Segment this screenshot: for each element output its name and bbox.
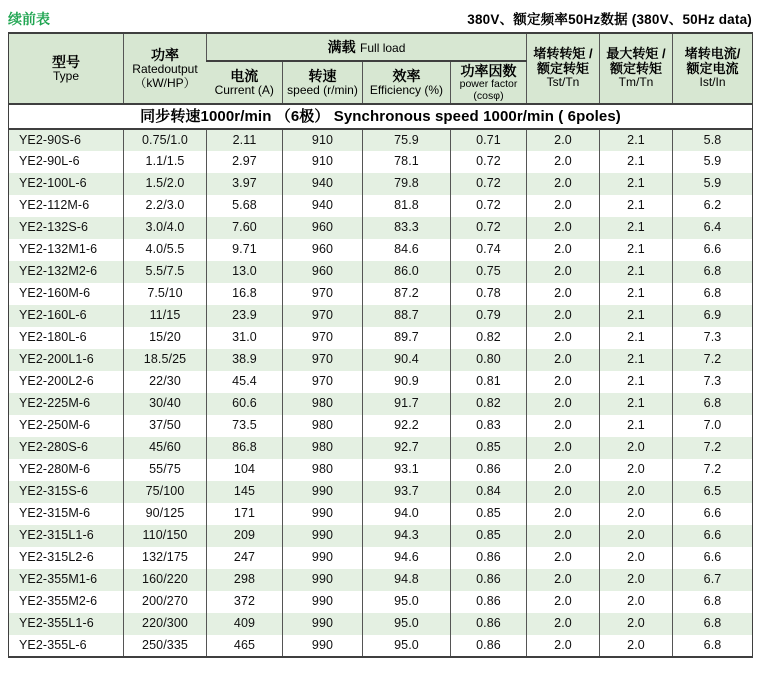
col-header-tm-zh1: 最大转矩 / — [606, 46, 666, 62]
cell-type: YE2-90S-6 — [19, 132, 82, 147]
cell-current: 16.8 — [207, 283, 283, 305]
cell-power-factor: 0.85 — [451, 437, 527, 459]
cell-efficiency: 78.1 — [363, 151, 451, 173]
cell-tst-tn: 2.0 — [527, 569, 600, 591]
cell-ist-in: 7.3 — [673, 371, 753, 393]
cell-power-factor: 0.80 — [451, 349, 527, 371]
table-row — [9, 481, 753, 503]
cell-type: YE2-132M1-6 — [19, 242, 98, 257]
cell-speed: 980 — [283, 415, 363, 437]
table-row — [9, 195, 753, 217]
col-header-power-factor-zh: 功率因数 — [460, 63, 517, 80]
col-header-power-factor — [451, 61, 527, 103]
cell-current: 372 — [207, 591, 283, 613]
cell-power: 220/300 — [124, 613, 207, 635]
cell-type: YE2-280S-6 — [19, 440, 89, 455]
table-row — [9, 261, 753, 283]
cell-tm-tn: 2.1 — [600, 327, 673, 349]
cell-type: YE2-180L-6 — [19, 330, 87, 345]
cell-type: YE2-315S-6 — [19, 484, 89, 499]
cell-current: 60.6 — [207, 393, 283, 415]
cell-efficiency: 84.6 — [363, 239, 451, 261]
cell-power-factor: 0.82 — [451, 327, 527, 349]
col-header-tm-zh2: 额定转矩 — [609, 60, 662, 76]
cell-speed: 970 — [283, 305, 363, 327]
cell-tm-tn: 2.1 — [600, 173, 673, 195]
col-header-tst-zh2: 额定转矩 — [536, 60, 589, 76]
cell-power: 4.0/5.5 — [124, 239, 207, 261]
cell-current: 209 — [207, 525, 283, 547]
table-row — [9, 283, 753, 305]
table-row — [9, 525, 753, 547]
cell-ist-in: 5.9 — [673, 173, 753, 195]
table-row — [9, 129, 753, 151]
cell-power: 200/270 — [124, 591, 207, 613]
cell-power-factor: 0.82 — [451, 393, 527, 415]
cell-power-factor: 0.85 — [451, 525, 527, 547]
table-row — [9, 591, 753, 613]
cell-ist-in: 6.6 — [673, 525, 753, 547]
cell-speed: 990 — [283, 635, 363, 657]
cell-current: 86.8 — [207, 437, 283, 459]
cell-efficiency: 90.4 — [363, 349, 451, 371]
col-header-efficiency-en: Efficiency (%) — [369, 82, 444, 97]
table-row — [9, 503, 753, 525]
cell-current: 104 — [207, 459, 283, 481]
cell-ist-in: 6.4 — [673, 217, 753, 239]
cell-tst-tn: 2.0 — [527, 283, 600, 305]
cell-efficiency: 95.0 — [363, 635, 451, 657]
cell-power-factor: 0.72 — [451, 173, 527, 195]
cell-tst-tn: 2.0 — [527, 129, 600, 151]
cell-tst-tn: 2.0 — [527, 525, 600, 547]
cell-tm-tn: 2.0 — [600, 503, 673, 525]
table-row — [9, 393, 753, 415]
cell-tst-tn: 2.0 — [527, 481, 600, 503]
cell-tm-tn: 2.1 — [600, 371, 673, 393]
cell-tst-tn: 2.0 — [527, 195, 600, 217]
cell-tm-tn: 2.1 — [600, 261, 673, 283]
col-header-power — [124, 33, 207, 103]
cell-power-factor: 0.72 — [451, 151, 527, 173]
cell-ist-in: 6.8 — [673, 591, 753, 613]
cell-ist-in: 6.6 — [673, 547, 753, 569]
cell-power-factor: 0.86 — [451, 547, 527, 569]
cell-tst-tn: 2.0 — [527, 305, 600, 327]
cell-ist-in: 7.2 — [673, 437, 753, 459]
cell-tm-tn: 2.0 — [600, 547, 673, 569]
cell-type: YE2-200L1-6 — [19, 352, 94, 367]
cell-power: 11/15 — [124, 305, 207, 327]
cell-type: YE2-112M-6 — [19, 198, 90, 213]
cell-power: 18.5/25 — [124, 349, 207, 371]
cell-tst-tn: 2.0 — [527, 613, 600, 635]
cell-speed: 970 — [283, 283, 363, 305]
cell-type: YE2-225M-6 — [19, 396, 91, 411]
col-header-tst-tn — [527, 33, 600, 103]
cell-type: YE2-160L-6 — [19, 308, 87, 323]
cell-speed: 940 — [283, 195, 363, 217]
synchronous-speed-group-header: 同步转速1000r/min （6极） Synchronous speed 1000r/min ( 6poles) — [9, 104, 753, 129]
cell-power: 250/335 — [124, 635, 207, 657]
cell-type: YE2-355L1-6 — [19, 616, 94, 631]
table-body — [9, 104, 753, 657]
cell-power-factor: 0.86 — [451, 635, 527, 657]
cell-type: YE2-200L2-6 — [19, 374, 94, 389]
cell-ist-in: 6.2 — [673, 195, 753, 217]
cell-ist-in: 6.6 — [673, 503, 753, 525]
table-row — [9, 613, 753, 635]
table-row — [9, 635, 753, 657]
table-row — [9, 459, 753, 481]
col-header-full-load-en: Full load — [360, 41, 406, 56]
cell-efficiency: 81.8 — [363, 195, 451, 217]
cell-speed: 910 — [283, 151, 363, 173]
col-header-ist-zh1: 堵转电流/ — [684, 46, 741, 62]
cell-power: 45/60 — [124, 437, 207, 459]
cell-power: 22/30 — [124, 371, 207, 393]
cell-speed: 960 — [283, 261, 363, 283]
cell-tst-tn: 2.0 — [527, 151, 600, 173]
col-header-full-load-zh: 满载 — [327, 39, 356, 56]
col-header-ist-en: Ist/In — [699, 74, 726, 89]
cell-tst-tn: 2.0 — [527, 635, 600, 657]
cell-efficiency: 93.1 — [363, 459, 451, 481]
cell-tst-tn: 2.0 — [527, 371, 600, 393]
page-title: 380V、额定频率50Hz数据 (380V、50Hz data) — [467, 11, 752, 27]
cell-power: 160/220 — [124, 569, 207, 591]
cell-power-factor: 0.71 — [451, 129, 527, 151]
cell-power: 3.0/4.0 — [124, 217, 207, 239]
cell-type: YE2-280M-6 — [19, 462, 91, 477]
cell-current: 465 — [207, 635, 283, 657]
cell-ist-in: 6.9 — [673, 305, 753, 327]
col-header-tst-zh1: 堵转转矩 / — [533, 46, 593, 62]
cell-power: 132/175 — [124, 547, 207, 569]
cell-power: 0.75/1.0 — [124, 129, 207, 151]
cell-speed: 990 — [283, 547, 363, 569]
cell-power-factor: 0.79 — [451, 305, 527, 327]
cell-tst-tn: 2.0 — [527, 261, 600, 283]
cell-tm-tn: 2.0 — [600, 437, 673, 459]
cell-efficiency: 75.9 — [363, 129, 451, 151]
cell-tst-tn: 2.0 — [527, 503, 600, 525]
cell-tm-tn: 2.1 — [600, 415, 673, 437]
cell-efficiency: 95.0 — [363, 613, 451, 635]
cell-type: YE2-315L1-6 — [19, 528, 94, 543]
cell-efficiency: 91.7 — [363, 393, 451, 415]
cell-speed: 910 — [283, 129, 363, 151]
col-header-ist-zh2: 额定电流 — [686, 60, 739, 76]
cell-ist-in: 6.8 — [673, 635, 753, 657]
cell-power-factor: 0.72 — [451, 217, 527, 239]
col-header-power-factor-unit: (cosφ) — [473, 89, 504, 102]
cell-speed: 980 — [283, 437, 363, 459]
cell-power-factor: 0.75 — [451, 261, 527, 283]
col-header-tst-en: Tst/Tn — [546, 74, 580, 89]
col-header-ist-in — [673, 33, 753, 103]
col-header-power-zh: 功率 — [151, 46, 179, 63]
cell-power: 55/75 — [124, 459, 207, 481]
cell-power-factor: 0.84 — [451, 481, 527, 503]
col-header-tm-en: Tm/Tn — [618, 74, 654, 89]
cell-type: YE2-315L2-6 — [19, 550, 94, 565]
cell-power-factor: 0.86 — [451, 459, 527, 481]
cell-power-factor: 0.85 — [451, 503, 527, 525]
cell-efficiency: 94.8 — [363, 569, 451, 591]
cell-type: YE2-132M2-6 — [19, 264, 98, 279]
cell-power-factor: 0.86 — [451, 591, 527, 613]
cell-efficiency: 95.0 — [363, 591, 451, 613]
cell-power: 37/50 — [124, 415, 207, 437]
cell-tm-tn: 2.1 — [600, 195, 673, 217]
cell-speed: 940 — [283, 173, 363, 195]
cell-efficiency: 94.6 — [363, 547, 451, 569]
cell-efficiency: 94.0 — [363, 503, 451, 525]
cell-tst-tn: 2.0 — [527, 217, 600, 239]
cell-ist-in: 7.0 — [673, 415, 753, 437]
cell-tm-tn: 2.1 — [600, 305, 673, 327]
table-row — [9, 415, 753, 437]
table-row — [9, 569, 753, 591]
cell-current: 7.60 — [207, 217, 283, 239]
cell-speed: 960 — [283, 217, 363, 239]
table-row — [9, 239, 753, 261]
cell-tm-tn: 2.0 — [600, 591, 673, 613]
cell-current: 247 — [207, 547, 283, 569]
cell-power: 75/100 — [124, 481, 207, 503]
cell-current: 298 — [207, 569, 283, 591]
cell-type: YE2-315M-6 — [19, 506, 91, 521]
cell-ist-in: 6.8 — [673, 283, 753, 305]
col-header-tm-tn — [600, 33, 673, 103]
cell-power: 5.5/7.5 — [124, 261, 207, 283]
cell-tm-tn: 2.0 — [600, 481, 673, 503]
cell-type: YE2-355L-6 — [19, 637, 87, 652]
top-bar — [0, 0, 760, 32]
table-row — [9, 151, 753, 173]
cell-current: 2.97 — [207, 151, 283, 173]
cell-efficiency: 88.7 — [363, 305, 451, 327]
cell-tm-tn: 2.1 — [600, 217, 673, 239]
continued-table-label: 续前表 — [8, 11, 50, 27]
group-row — [9, 104, 753, 129]
cell-power: 7.5/10 — [124, 283, 207, 305]
cell-speed: 990 — [283, 525, 363, 547]
cell-current: 145 — [207, 481, 283, 503]
cell-tm-tn: 2.1 — [600, 151, 673, 173]
cell-power: 1.5/2.0 — [124, 173, 207, 195]
cell-speed: 990 — [283, 503, 363, 525]
cell-efficiency: 93.7 — [363, 481, 451, 503]
cell-power-factor: 0.78 — [451, 283, 527, 305]
cell-type: YE2-355M1-6 — [19, 572, 98, 587]
cell-current: 23.9 — [207, 305, 283, 327]
col-header-speed-zh: 转速 — [308, 67, 337, 84]
cell-current: 171 — [207, 503, 283, 525]
cell-speed: 970 — [283, 371, 363, 393]
col-header-type — [9, 33, 124, 103]
cell-current: 45.4 — [207, 371, 283, 393]
cell-efficiency: 79.8 — [363, 173, 451, 195]
cell-speed: 960 — [283, 239, 363, 261]
cell-ist-in: 7.2 — [673, 349, 753, 371]
cell-current: 409 — [207, 613, 283, 635]
cell-power-factor: 0.74 — [451, 239, 527, 261]
col-header-efficiency — [363, 61, 451, 103]
cell-current: 13.0 — [207, 261, 283, 283]
cell-power: 110/150 — [124, 525, 207, 547]
col-header-current — [207, 61, 283, 103]
cell-tst-tn: 2.0 — [527, 393, 600, 415]
cell-tm-tn: 2.0 — [600, 459, 673, 481]
cell-power: 15/20 — [124, 327, 207, 349]
cell-ist-in: 6.7 — [673, 569, 753, 591]
cell-current: 73.5 — [207, 415, 283, 437]
cell-power-factor: 0.83 — [451, 415, 527, 437]
cell-tm-tn: 2.1 — [600, 393, 673, 415]
cell-speed: 980 — [283, 393, 363, 415]
cell-tm-tn: 2.1 — [600, 283, 673, 305]
cell-speed: 990 — [283, 481, 363, 503]
cell-type: YE2-90L-6 — [19, 154, 80, 169]
cell-efficiency: 92.2 — [363, 415, 451, 437]
col-header-power-factor-en: power factor — [459, 78, 518, 91]
cell-current: 2.11 — [207, 129, 283, 151]
cell-type: YE2-100L-6 — [19, 176, 87, 191]
table-row — [9, 327, 753, 349]
cell-tst-tn: 2.0 — [527, 437, 600, 459]
cell-speed: 990 — [283, 569, 363, 591]
col-header-full-load — [207, 33, 527, 61]
col-header-speed — [283, 61, 363, 103]
col-header-speed-en: speed (r/min) — [287, 82, 358, 97]
cell-current: 38.9 — [207, 349, 283, 371]
cell-efficiency: 86.0 — [363, 261, 451, 283]
cell-current: 31.0 — [207, 327, 283, 349]
cell-tst-tn: 2.0 — [527, 415, 600, 437]
cell-ist-in: 7.2 — [673, 459, 753, 481]
cell-current: 9.71 — [207, 239, 283, 261]
cell-current: 3.97 — [207, 173, 283, 195]
cell-efficiency: 94.3 — [363, 525, 451, 547]
cell-ist-in: 6.8 — [673, 613, 753, 635]
cell-power: 2.2/3.0 — [124, 195, 207, 217]
cell-tst-tn: 2.0 — [527, 591, 600, 613]
cell-ist-in: 5.9 — [673, 151, 753, 173]
cell-efficiency: 83.3 — [363, 217, 451, 239]
cell-tst-tn: 2.0 — [527, 459, 600, 481]
table-row — [9, 217, 753, 239]
cell-current: 5.68 — [207, 195, 283, 217]
cell-tst-tn: 2.0 — [527, 349, 600, 371]
table-row — [9, 173, 753, 195]
cell-power-factor: 0.86 — [451, 569, 527, 591]
cell-ist-in: 6.5 — [673, 481, 753, 503]
table-row — [9, 305, 753, 327]
table-row — [9, 349, 753, 371]
cell-power-factor: 0.81 — [451, 371, 527, 393]
col-header-current-en: Current (A) — [214, 82, 274, 97]
cell-type: YE2-355M2-6 — [19, 594, 98, 609]
cell-tm-tn: 2.0 — [600, 613, 673, 635]
cell-speed: 990 — [283, 613, 363, 635]
cell-power-factor: 0.72 — [451, 195, 527, 217]
cell-efficiency: 87.2 — [363, 283, 451, 305]
cell-power: 1.1/1.5 — [124, 151, 207, 173]
table-header — [9, 33, 753, 103]
cell-tm-tn: 2.1 — [600, 349, 673, 371]
cell-efficiency: 92.7 — [363, 437, 451, 459]
cell-type: YE2-250M-6 — [19, 418, 91, 433]
cell-ist-in: 5.8 — [673, 129, 753, 151]
cell-efficiency: 90.9 — [363, 371, 451, 393]
cell-tm-tn: 2.0 — [600, 525, 673, 547]
cell-ist-in: 6.8 — [673, 261, 753, 283]
cell-type: YE2-132S-6 — [19, 220, 89, 235]
cell-tm-tn: 2.0 — [600, 635, 673, 657]
cell-ist-in: 6.8 — [673, 393, 753, 415]
col-header-efficiency-zh: 效率 — [392, 67, 421, 84]
cell-tm-tn: 2.1 — [600, 129, 673, 151]
cell-tst-tn: 2.0 — [527, 239, 600, 261]
cell-tst-tn: 2.0 — [527, 327, 600, 349]
table-row — [9, 547, 753, 569]
cell-speed: 980 — [283, 459, 363, 481]
col-header-current-zh: 电流 — [230, 67, 259, 84]
col-header-power-unit: （kW/HP） — [134, 75, 196, 90]
col-header-type-zh: 型号 — [52, 53, 80, 70]
cell-tm-tn: 2.1 — [600, 239, 673, 261]
cell-tst-tn: 2.0 — [527, 173, 600, 195]
cell-efficiency: 89.7 — [363, 327, 451, 349]
motor-spec-table — [8, 32, 753, 657]
cell-tst-tn: 2.0 — [527, 547, 600, 569]
table-row — [9, 371, 753, 393]
cell-ist-in: 6.6 — [673, 239, 753, 261]
cell-power: 90/125 — [124, 503, 207, 525]
col-header-type-en: Type — [52, 68, 79, 83]
cell-power: 30/40 — [124, 393, 207, 415]
cell-speed: 970 — [283, 327, 363, 349]
cell-speed: 970 — [283, 349, 363, 371]
table-row — [9, 437, 753, 459]
cell-speed: 990 — [283, 591, 363, 613]
cell-power-factor: 0.86 — [451, 613, 527, 635]
col-header-power-en: Ratedoutput — [132, 61, 198, 76]
cell-ist-in: 7.3 — [673, 327, 753, 349]
cell-type: YE2-160M-6 — [19, 286, 91, 301]
cell-tm-tn: 2.0 — [600, 569, 673, 591]
